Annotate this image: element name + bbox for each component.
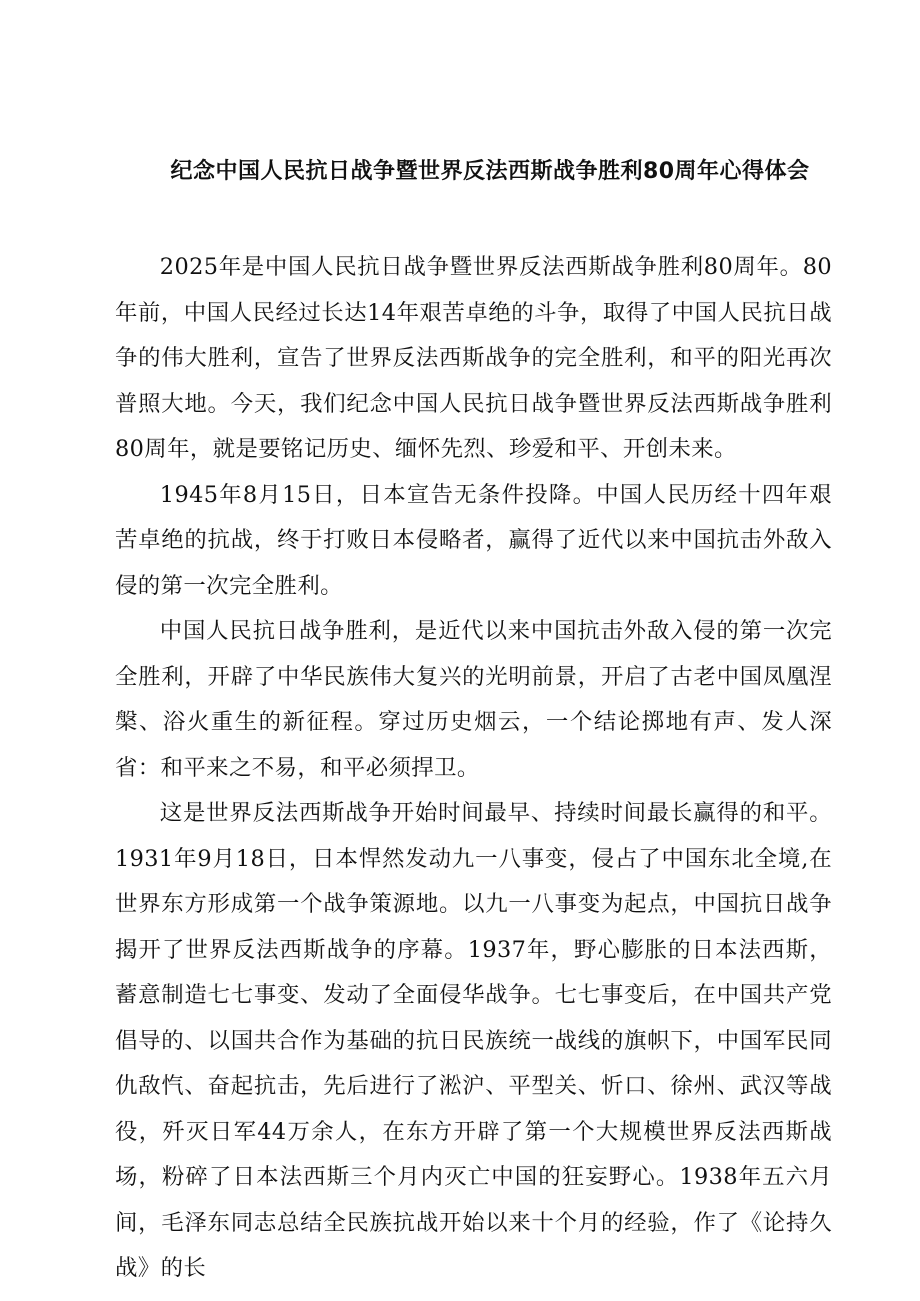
- paragraph-4: 这是世界反法西斯战争开始时间最早、持续时间最长赢得的和平。1931年9月18日，日本悍然发动九一八事变，侵占了中国东北全境,在世界东方形成第一个战争策源地。以九一八事变为起点，中国抗日战争揭开了世界反法西斯战争的序幕。1937年，野心膨胀的日本法西斯，蓄意制造七七事变、发动了全面侵华战争。七七事变后，在中国共产党倡导的、以国共合作为基础的抗日民族统一战线的旗帜下，中国军民同仇敌忾、奋起抗击，先后进行了淞沪、平型关、忻口、徐州、武汉等战役，歼灭日军44万余人，在东方开辟了第一个大规模世界反法西斯战场，粉碎了日本法西斯三个月内灭亡中国的狂妄野心。1938年五六月间，毛泽东同志总结全民族抗战开始以来十个月的经验，作了《论持久战》的长: [115, 800, 832, 1281]
- document-title: 纪念中国人民抗日战争暨世界反法西斯战争胜利80周年心得体会: [170, 159, 810, 184]
- document-body: [115, 245, 832, 1292]
- paragraph-3: 中国人民抗日战争胜利，是近代以来中国抗击外敌入侵的第一次完全胜利，开辟了中华民族伟大复兴的光明前景，开启了古老中国凤凰涅槃、浴火重生的新征程。穿过历史烟云，一个结论掷地有声、发人深省：和平来之不易，和平必须捍卫。: [115, 618, 832, 781]
- paragraph-2: 1945年8月15日，日本宣告无条件投降。中国人民历经十四年艰苦卓绝的抗战，终于打败日本侵略者，赢得了近代以来中国抗击外敌入侵的第一次完全胜利。: [115, 481, 832, 599]
- paragraph-1: 2025年是中国人民抗日战争暨世界反法西斯战争胜利80周年。80年前，中国人民经过长达14年艰苦卓绝的斗争，取得了中国人民抗日战争的伟大胜利，宣告了世界反法西斯战争的完全胜利，和平的阳光再次普照大地。今天，我们纪念中国人民抗日战争暨世界反法西斯战争胜利80周年，就是要铭记历史、缅怀先烈、珍爱和平、开创未来。: [115, 254, 832, 462]
